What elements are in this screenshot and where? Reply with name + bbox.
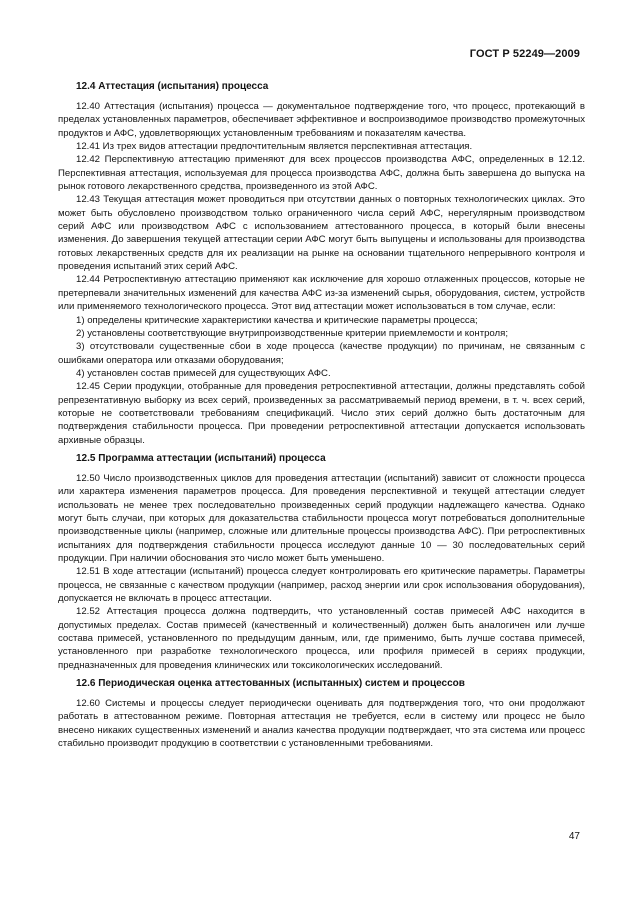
list-item: 1) определены критические характеристики качества и критические параметры процесса; <box>76 314 478 326</box>
standard-id: ГОСТ Р 52249—2009 <box>469 48 580 60</box>
list-item: 3) отсутствовали существенные сбои в ходе процесса (качестве продукции) по причинам, не связанным с ошибками оператора или отказами оборудования; <box>58 341 585 366</box>
section-heading: 12.4 Аттестация (испытания) процесса <box>76 81 269 92</box>
section-heading: 12.6 Периодическая оценка аттестованных (испытанных) систем и процессов <box>76 678 465 690</box>
list-item: 2) установлены соответствующие внутрипроизводственные критерии приемлемости и контроля; <box>76 327 509 339</box>
paragraph-12-51: 12.51 В ходе аттестации (испытаний) процесса следует контролировать его критические параметры. Параметры процесса, не связанные с качеством продукции (например, расход энергии или срок использования оборудования), допускается не включать в процесс аттестации. <box>58 566 585 605</box>
section-heading: 12.5 Программа аттестации (испытаний) процесса <box>76 452 326 464</box>
paragraph-12-45: 12.45 Серии продукции, отобранные для проведения ретроспективной аттестации, должны представлять собой репрезентативную выборку из всех серий, произведенных за рассматриваемый период времени, в т. ч. всех серий, которые не соответствовали требованиям спецификаций. Число этих серий должно быть достаточным для подтверждения стабильности процесса. При проведении ретроспективной аттестации допускается использовать архивные образцы. <box>58 381 585 446</box>
paragraph-12-41: 12.41 Из трех видов аттестации предпочтительным является перспективная аттестация. <box>76 141 473 153</box>
paragraph-12-50: 12.50 Число производственных циклов для проведения аттестации (испытаний) зависит от сложности процесса или характера изменения параметров процесса. Для проведения перспективной и текущей аттестации следует использовать не менее трех последовательно произведенных серий продукции надлежащего качества. Однако могут быть случаи, при которых для доказательства стабильности процесса могут потребоваться дополнительные производственные циклы (например, сложные или длительные процессы производства АФС). При ретроспективных испытаниях для подтверждения стабильности процесса исследуют данные 10 — 30 последовательных серий продукции. При наличии обоснования это число может быть уменьшено. <box>58 472 585 564</box>
paragraph-12-43: 12.43 Текущая аттестация может проводиться при отсутствии данных о повторных технологических циклах. Это может быть обусловлено производством только ограниченного числа серий АФС, нерегулярным производством серий АФС или производством АФС с использованием аттестованного процесса, в который были внесены изменения. До завершения текущей аттестации серии АФС могут быть выпущены и использованы для производства готовых лекарственных средств для их реализации на рынке на основании тщательного непрерывного контроля и проведения испытаний этих серий АФС. <box>58 194 585 273</box>
paragraph-12-42: 12.42 Перспективную аттестацию применяют для всех процессов производства АФС, определенных в 12.12. Перспективная аттестация, используемая для процесса производства АФС, должна быть завершена до выпуска на рынок готового лекарственного средства, произведенного из этой АФС. <box>58 154 585 193</box>
list-item: 4) установлен состав примесей для существующих АФС. <box>76 367 331 379</box>
page-content <box>58 78 585 750</box>
section-12-6 <box>58 677 585 750</box>
paragraph-12-40: 12.40 Аттестация (испытания) процесса — документальное подтверждение того, что процесс, протекающий в пределах установленных параметров, обеспечивает эффективное и воспроизводимое производство промежуточных продуктов и АФС, удовлетворяющих установленным требованиям и показателям качества. <box>58 101 585 139</box>
section-12-4 <box>58 80 585 447</box>
section-12-5 <box>58 452 585 672</box>
paragraph-12-44: 12.44 Ретроспективную аттестацию применяют как исключение для хорошо отлаженных процессов, которые не претерпевали значительных изменений для качества АФС из-за изменений сырья, оборудования, систем, устройств или применяемого технологического процесса. Этот вид аттестации может использоваться в том случае, если: <box>58 274 585 313</box>
paragraph-12-60: 12.60 Системы и процессы следует периодически оценивать для подтверждения того, что они продолжают работать в аттестованном режиме. Повторная аттестация не требуется, если в систему или процесс не было внесено никаких существенных изменений и анализ качества продукции подтверждает, что эта система или процесс стабильно производит продукцию в соответствии с установленными требованиями. <box>58 698 585 750</box>
page-number: 47 <box>568 831 580 842</box>
paragraph-12-52: 12.52 Аттестация процесса должна подтвердить, что установленный состав примесей АФС находится в допустимых пределах. Состав примесей (качественный и количественный) должен быть аналогичен или лучше состава примесей, установленного по предыдущим данным, или, где применимо, быть лучше состава примесей, установленного при разработке технологического процесса, или профиля примесей в сериях продукции, предназначенных для проведения клинических или токсикологических исследований. <box>58 606 585 671</box>
